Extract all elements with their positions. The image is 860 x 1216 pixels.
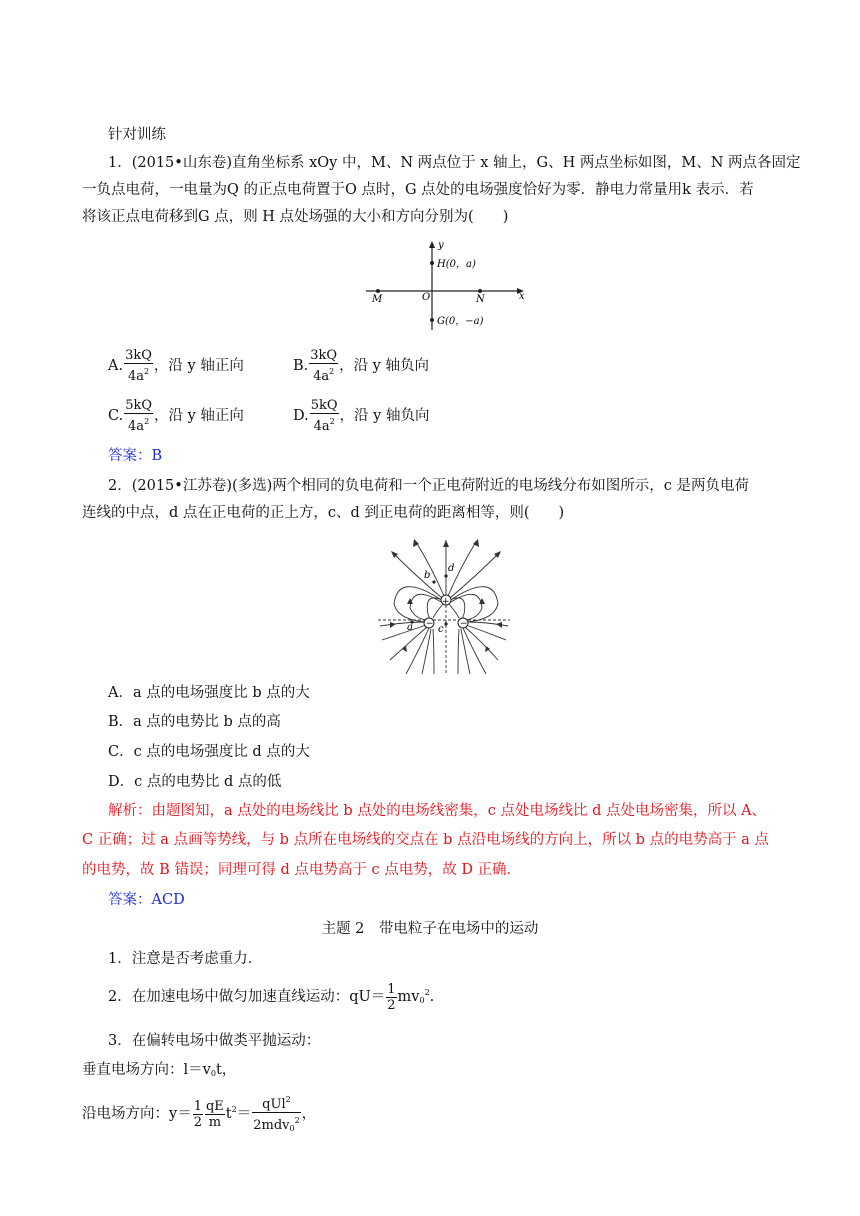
negative-charge-left: −: [426, 619, 434, 629]
negative-charge-right: −: [460, 619, 468, 629]
q2-field-lines-figure: [376, 536, 512, 676]
point-n-label: N: [476, 294, 485, 305]
topic2-title: 主题 2 带电粒子在电场中的运动: [321, 921, 539, 937]
q2-option-c: C．c 点的电场强度比 d 点的大: [108, 744, 310, 760]
q2-analysis-line1: 解析：由题图知，a 点处的电场线比 b 点处的电场线密集，c 点处电场线比 d 点处电场密集，所以 A、: [108, 803, 767, 819]
point-m-label: M: [372, 294, 383, 305]
along-field-direction-line: 沿电场方向：y＝ $\frac{1}{2}$ $\frac{qE}{m}$ $t^2=$ $\frac{qUl^2}{2mdv_0^2}$ ，: [82, 1090, 780, 1130]
q2-analysis-line2: C 正确；过 a 点画等势线，与 b 点所在电场线的交点在 b 点沿电场线的方向上，所以 b 点的电势高于 a 点: [82, 832, 769, 848]
topic2-item3: 3．在偏转电场中做类平抛运动：: [108, 1033, 321, 1049]
point-h-label: H(0，a): [437, 259, 476, 270]
point-d-label: d: [448, 563, 455, 574]
point-a-label: a: [407, 622, 413, 633]
q1-option-a: A. $\frac{3kQ}{4a^2}$ ，沿 y 轴正向: [108, 348, 244, 384]
q2-answer: 答案：ACD: [108, 892, 185, 908]
q1-option-d: D. $\frac{5kQ}{4a^2}$ ，沿 y 轴负向: [293, 398, 430, 434]
q1-answer: 答案：B: [108, 448, 163, 464]
point-g-label: G(0，−a): [437, 316, 484, 327]
q2-analysis-line3: 的电势，故 B 错误；同理可得 d 点电势高于 c 点电势，故 D 正确．: [82, 862, 522, 878]
q2-text-line2: 连线的中点，d 点在正电荷的正上方，c、d 到正电荷的距离相等，则( ): [82, 505, 565, 521]
positive-charge: +: [442, 597, 450, 607]
section-heading: 针对训练: [108, 127, 166, 143]
x-axis-label: x: [519, 291, 525, 302]
q1-option-c: C. $\frac{5kQ}{4a^2}$ ，沿 y 轴正向: [108, 398, 244, 434]
q1-text-line2: 一负点电荷，一电量为Q 的正点电荷置于O 点时，G 点处的电场强度恰好为零．静电力常量用k 表示．若: [82, 182, 754, 198]
q1-option-b: B. $\frac{3kQ}{4a^2}$ ，沿 y 轴负向: [293, 348, 429, 384]
point-c-label: c: [438, 624, 444, 635]
topic2-item1: 1．注意是否考虑重力．: [108, 951, 263, 967]
q2-option-b: B．a 点的电势比 b 点的高: [108, 714, 281, 730]
q1-text-line3: 将该正点电荷移到G 点，则 H 点处场强的大小和方向分别为( ): [82, 209, 509, 225]
point-b-label: b: [424, 570, 431, 581]
origin-label: O: [422, 292, 431, 303]
q2-option-a: A．a 点的电场强度比 b 点的大: [108, 685, 310, 701]
q1-text-line1: 1．(2015•山东卷)直角坐标系 xOy 中，M、N 两点位于 x 轴上，G、H 两点坐标如图，M、N 两点各固定: [108, 155, 801, 171]
y-axis-label: y: [438, 240, 444, 251]
q1-coordinate-figure: [360, 236, 535, 334]
q2-text-line1: 2．(2015•江苏卷)(多选)两个相同的负电荷和一个正电荷附近的电场线分布如图所示，c 是两负电荷: [108, 478, 750, 494]
q2-option-d: D．c 点的电势比 d 点的低: [108, 774, 282, 790]
topic2-item2: 2．在加速电场中做匀加速直线运动：qU＝ $\frac{1}{2}$ $mv_0^2$.: [108, 981, 435, 1013]
perpendicular-direction-line: 垂直电场方向：$l=v_0t$，: [82, 1062, 237, 1078]
